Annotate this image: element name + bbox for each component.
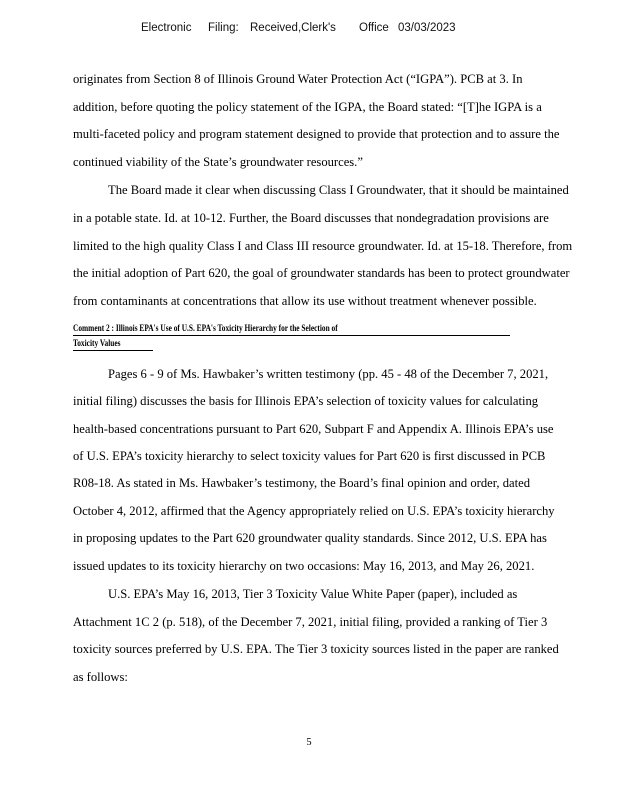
paragraph-3-line: of U.S. EPA’s toxicity hierarchy to select toxicity values for Part 620 is first discussed in PCB — [73, 449, 546, 463]
paragraph-2-line: from contaminants at concentrations that allow its use without treatment whenever possible. — [73, 294, 537, 308]
page-number: 5 — [306, 737, 312, 748]
paragraph-3-line: Pages 6 - 9 of Ms. Hawbaker’s written testimony (pp. 45 - 48 of the December 7, 2021, — [108, 367, 549, 381]
header-date: 03/03/2023 — [398, 22, 456, 34]
header-electronic: Electronic — [141, 22, 192, 34]
comment-heading-underline — [73, 335, 510, 336]
paragraph-1-line: addition, before quoting the policy statement of the IGPA, the Board stated: “[T]he IGPA is a — [73, 100, 542, 114]
paragraph-4-line: Attachment 1C 2 (p. 518), of the December 7, 2021, initial filing, provided a ranking of Tier 3 — [73, 615, 548, 629]
header-filing: Filing: — [208, 22, 239, 34]
paragraph-3-line: October 4, 2012, affirmed that the Agency appropriately relied on U.S. EPA’s toxicity hierarchy — [73, 504, 555, 518]
paragraph-3-line: initial filing) discusses the basis for Illinois EPA’s selection of toxicity values for calculating — [73, 394, 539, 408]
header-office: Office — [359, 22, 389, 34]
paragraph-3-line: health-based concentrations pursuant to Part 620, Subpart F and Appendix A. Illinois EPA’s use — [73, 422, 554, 436]
comment-heading-line-2: Toxicity Values — [73, 338, 121, 348]
paragraph-2-line: the initial adoption of Part 620, the goal of groundwater standards has been to protect groundwater — [73, 266, 570, 280]
paragraph-4-line: as follows: — [73, 670, 128, 684]
comment-heading-line-1: Comment 2 : Illinois EPA's Use of U.S. EPA's Toxicity Hierarchy for the Selection of — [73, 323, 338, 333]
paragraph-1-line: multi-faceted policy and program statement designed to provide that protection and to assure the — [73, 127, 560, 141]
paragraph-3-line: R08-18. As stated in Ms. Hawbaker’s testimony, the Board’s final opinion and order, dated — [73, 476, 530, 490]
paragraph-3-line: in proposing updates to the Part 620 groundwater quality standards. Since 2012, U.S. EPA has — [73, 531, 547, 545]
paragraph-2-line: limited to the high quality Class I and Class III resource groundwater. Id. at 15-18. Therefore, from — [73, 239, 573, 253]
paragraph-1-line: continued viability of the State’s groundwater resources.” — [73, 155, 363, 169]
comment-heading-underline — [73, 350, 153, 351]
paragraph-2-line: The Board made it clear when discussing Class I Groundwater, that it should be maintained — [108, 183, 569, 197]
paragraph-3-line: issued updates to its toxicity hierarchy on two occasions: May 16, 2013, and May 26, 2021. — [73, 559, 535, 573]
header-received-clerks: Received,Clerk's — [250, 22, 336, 34]
paragraph-4-line: toxicity sources preferred by U.S. EPA. The Tier 3 toxicity sources listed in the paper are ranked — [73, 642, 559, 656]
paragraph-4-line: U.S. EPA’s May 16, 2013, Tier 3 Toxicity Value White Paper (paper), included as — [108, 587, 518, 601]
paragraph-2-line: in a potable state. Id. at 10-12. Further, the Board discusses that nondegradation provisions are — [73, 211, 549, 225]
paragraph-1-line: originates from Section 8 of Illinois Ground Water Protection Act (“IGPA”). PCB at 3. In — [73, 72, 523, 86]
